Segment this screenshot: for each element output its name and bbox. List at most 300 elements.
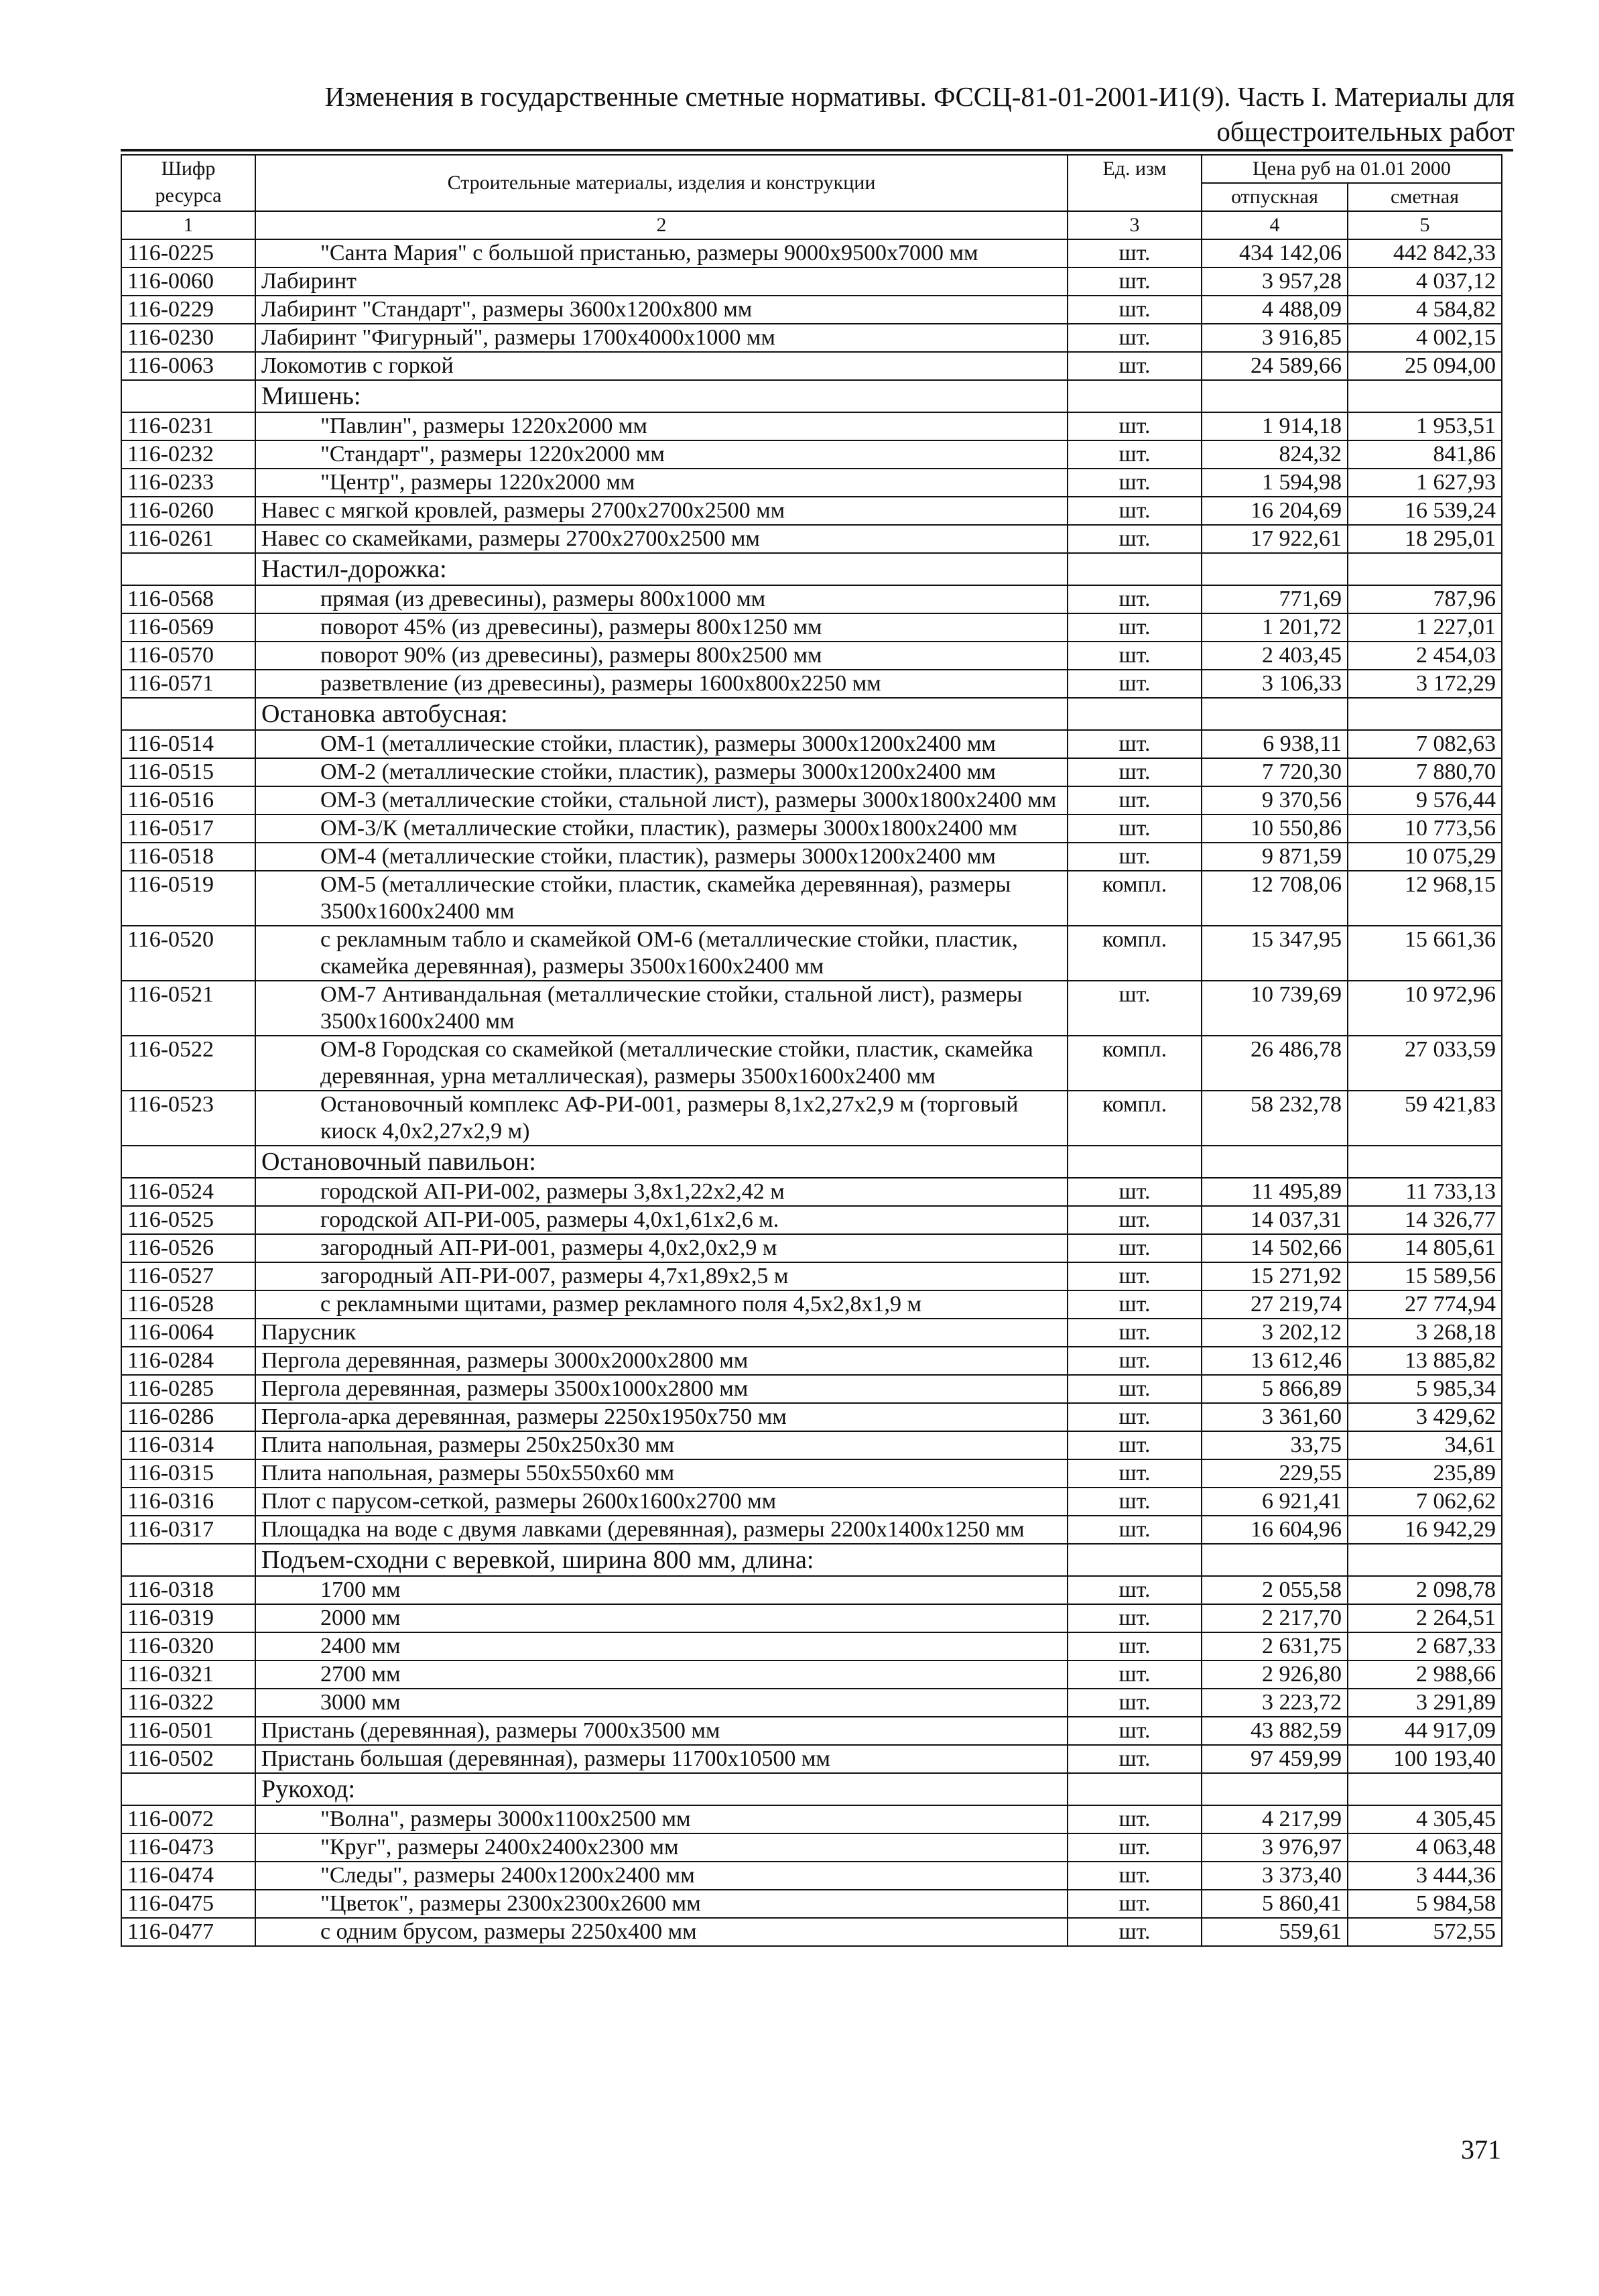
material-name: ОМ-1 (металлические стойки, пластик), размеры 3000х1200х2400 мм: [255, 730, 1068, 758]
estimate-price: 27 774,94: [1348, 1290, 1502, 1319]
resource-code: 116-0060: [121, 267, 255, 296]
material-name: ОМ-3 (металлические стойки, стальной лист), размеры 3000х1800х2400 мм: [255, 786, 1068, 814]
table-row: [121, 1890, 1502, 1918]
col-header-unit: Ед. изм: [1068, 155, 1202, 211]
material-name: Навес с мягкой кровлей, размеры 2700х2700х2500 мм: [255, 497, 1068, 525]
section-code-cell: [121, 380, 255, 412]
unit: шт.: [1068, 1689, 1202, 1717]
table-row: [121, 239, 1502, 267]
unit: шт.: [1068, 1660, 1202, 1689]
release-price: 16 604,96: [1202, 1516, 1348, 1544]
section-title: Подъем-сходни с веревкой, ширина 800 мм, длина:: [255, 1544, 1068, 1576]
resource-code: 116-0571: [121, 670, 255, 698]
table-body: [121, 239, 1502, 1946]
table-row: [121, 1375, 1502, 1403]
release-price: 9 871,59: [1202, 843, 1348, 871]
unit: шт.: [1068, 1862, 1202, 1890]
section-title: Мишень:: [255, 380, 1068, 412]
table-row: [121, 1459, 1502, 1488]
section-code-cell: [121, 553, 255, 585]
table-row: [121, 1632, 1502, 1660]
material-name: 1700 мм: [255, 1576, 1068, 1604]
estimate-price: 7 062,62: [1348, 1488, 1502, 1516]
resource-code: 116-0319: [121, 1604, 255, 1632]
release-price: 2 403,45: [1202, 642, 1348, 670]
material-name: Пергола деревянная, размеры 3000х2000х2800 мм: [255, 1347, 1068, 1375]
resource-code: 116-0515: [121, 758, 255, 786]
section-unit-cell: [1068, 1773, 1202, 1805]
table-row: [121, 730, 1502, 758]
page-number: 371: [1461, 2134, 1501, 2165]
material-name: Лабиринт "Фигурный", размеры 1700х4000х1000 мм: [255, 324, 1068, 352]
table-row: [121, 324, 1502, 352]
unit: шт.: [1068, 1290, 1202, 1319]
section-code-cell: [121, 698, 255, 730]
material-name: "Волна", размеры 3000х1100х2500 мм: [255, 1805, 1068, 1833]
column-number: 4: [1202, 211, 1348, 239]
resource-code: 116-0286: [121, 1403, 255, 1431]
unit: шт.: [1068, 469, 1202, 497]
table-row: [121, 1862, 1502, 1890]
unit: шт.: [1068, 1604, 1202, 1632]
estimate-price: 10 075,29: [1348, 843, 1502, 871]
section-row: [121, 380, 1502, 412]
resource-code: 116-0568: [121, 585, 255, 613]
release-price: 17 922,61: [1202, 525, 1348, 553]
material-name: Остановочный комплекс АФ-РИ-001, размеры 8,1х2,27х2,9 м (торговый киоск 4,0х2,27х2,9 м): [255, 1091, 1068, 1146]
release-price: 27 219,74: [1202, 1290, 1348, 1319]
estimate-price: 59 421,83: [1348, 1091, 1502, 1146]
estimate-price: 12 968,15: [1348, 871, 1502, 926]
resource-code: 116-0473: [121, 1833, 255, 1862]
price-table: [121, 154, 1502, 1947]
unit: шт.: [1068, 296, 1202, 324]
estimate-price: 7 082,63: [1348, 730, 1502, 758]
material-name: городской АП-РИ-005, размеры 4,0х1,61х2,6 м.: [255, 1206, 1068, 1234]
unit: шт.: [1068, 642, 1202, 670]
material-name: "Цветок", размеры 2300х2300х2600 мм: [255, 1890, 1068, 1918]
release-price: 33,75: [1202, 1431, 1348, 1459]
estimate-price: 44 917,09: [1348, 1717, 1502, 1745]
material-name: Плита напольная, размеры 250х250х30 мм: [255, 1431, 1068, 1459]
column-number: 1: [121, 211, 255, 239]
estimate-price: 3 172,29: [1348, 670, 1502, 698]
estimate-price: 15 589,56: [1348, 1262, 1502, 1290]
material-name: "Санта Мария" с большой пристанью, размеры 9000х9500х7000 мм: [255, 239, 1068, 267]
unit: шт.: [1068, 267, 1202, 296]
unit: шт.: [1068, 1805, 1202, 1833]
resource-code: 116-0321: [121, 1660, 255, 1689]
estimate-price: 1 227,01: [1348, 613, 1502, 642]
material-name: Площадка на воде с двумя лавками (деревянная), размеры 2200х1400х1250 мм: [255, 1516, 1068, 1544]
release-price: 3 976,97: [1202, 1833, 1348, 1862]
resource-code: 116-0315: [121, 1459, 255, 1488]
section-code-cell: [121, 1146, 255, 1178]
resource-code: 116-0475: [121, 1890, 255, 1918]
material-name: ОМ-5 (металлические стойки, пластик, скамейка деревянная), размеры 3500х1600х2400 мм: [255, 871, 1068, 926]
resource-code: 116-0229: [121, 296, 255, 324]
header-title: Изменения в государственные сметные нормативы. ФССЦ-81-01-2001-И1(9). Часть I. Материалы для: [324, 81, 1515, 112]
resource-code: 116-0063: [121, 352, 255, 380]
unit: шт.: [1068, 1206, 1202, 1234]
table-row: [121, 267, 1502, 296]
release-price: 1 594,98: [1202, 469, 1348, 497]
section-estimate-cell: [1348, 1544, 1502, 1576]
release-price: 15 271,92: [1202, 1262, 1348, 1290]
material-name: "Павлин", размеры 1220х2000 мм: [255, 412, 1068, 440]
estimate-price: 9 576,44: [1348, 786, 1502, 814]
resource-code: 116-0521: [121, 981, 255, 1036]
material-name: с рекламными щитами, размер рекламного поля 4,5х2,8х1,9 м: [255, 1290, 1068, 1319]
unit: шт.: [1068, 758, 1202, 786]
material-name: с одним брусом, размеры 2250х400 мм: [255, 1918, 1068, 1946]
material-name: ОМ-8 Городская со скамейкой (металлические стойки, пластик, скамейка деревянная, урна металлическая), размеры 3500х1600х2400 мм: [255, 1036, 1068, 1091]
resource-code: 116-0225: [121, 239, 255, 267]
release-price: 3 373,40: [1202, 1862, 1348, 1890]
column-number-row: [121, 211, 1502, 239]
section-title: Настил-дорожка:: [255, 553, 1068, 585]
estimate-price: 34,61: [1348, 1431, 1502, 1459]
estimate-price: 16 942,29: [1348, 1516, 1502, 1544]
table-row: [121, 758, 1502, 786]
resource-code: 116-0320: [121, 1632, 255, 1660]
release-price: 229,55: [1202, 1459, 1348, 1488]
unit: шт.: [1068, 1234, 1202, 1262]
section-estimate-cell: [1348, 698, 1502, 730]
unit: шт.: [1068, 352, 1202, 380]
table-row: [121, 1516, 1502, 1544]
section-estimate-cell: [1348, 380, 1502, 412]
release-price: 10 739,69: [1202, 981, 1348, 1036]
material-name: Парусник: [255, 1319, 1068, 1347]
table-row: [121, 1805, 1502, 1833]
unit: шт.: [1068, 412, 1202, 440]
col-header-release: отпускная: [1202, 183, 1348, 211]
resource-code: 116-0072: [121, 1805, 255, 1833]
release-price: 2 631,75: [1202, 1632, 1348, 1660]
unit: шт.: [1068, 1632, 1202, 1660]
estimate-price: 4 037,12: [1348, 267, 1502, 296]
resource-code: 116-0260: [121, 497, 255, 525]
document-header: [121, 79, 1515, 149]
table-row: [121, 670, 1502, 698]
release-price: 43 882,59: [1202, 1717, 1348, 1745]
table-row: [121, 1262, 1502, 1290]
release-price: 6 921,41: [1202, 1488, 1348, 1516]
release-price: 4 217,99: [1202, 1805, 1348, 1833]
estimate-price: 1 627,93: [1348, 469, 1502, 497]
material-name: Пристань (деревянная), размеры 7000х3500 мм: [255, 1717, 1068, 1745]
col-header-price: Цена руб на 01.01 2000: [1202, 155, 1502, 183]
release-price: 1 201,72: [1202, 613, 1348, 642]
table-row: [121, 871, 1502, 926]
table-row: [121, 1403, 1502, 1431]
table-row: [121, 1604, 1502, 1632]
section-row: [121, 1544, 1502, 1576]
release-price: 12 708,06: [1202, 871, 1348, 926]
section-code-cell: [121, 1773, 255, 1805]
estimate-price: 2 454,03: [1348, 642, 1502, 670]
material-name: с рекламным табло и скамейкой ОМ-6 (металлические стойки, пластик, скамейка деревянная), размеры 3500х1600х2400 мм: [255, 926, 1068, 981]
estimate-price: 4 063,48: [1348, 1833, 1502, 1862]
resource-code: 116-0477: [121, 1918, 255, 1946]
table-row: [121, 642, 1502, 670]
release-price: 2 217,70: [1202, 1604, 1348, 1632]
unit: шт.: [1068, 585, 1202, 613]
section-estimate-cell: [1348, 1773, 1502, 1805]
table-row: [121, 1488, 1502, 1516]
resource-code: 116-0518: [121, 843, 255, 871]
material-name: "Следы", размеры 2400х1200х2400 мм: [255, 1862, 1068, 1890]
release-price: 2 926,80: [1202, 1660, 1348, 1689]
resource-code: 116-0233: [121, 469, 255, 497]
resource-code: 116-0285: [121, 1375, 255, 1403]
estimate-price: 3 291,89: [1348, 1689, 1502, 1717]
unit: шт.: [1068, 1403, 1202, 1431]
resource-code: 116-0528: [121, 1290, 255, 1319]
resource-code: 116-0064: [121, 1319, 255, 1347]
table-row: [121, 440, 1502, 469]
material-name: Лабиринт "Стандарт", размеры 3600х1200х800 мм: [255, 296, 1068, 324]
section-release-cell: [1202, 1146, 1348, 1178]
resource-code: 116-0318: [121, 1576, 255, 1604]
col-header-estimate: сметная: [1348, 183, 1502, 211]
table-row: [121, 814, 1502, 843]
table-row: [121, 786, 1502, 814]
resource-code: 116-0519: [121, 871, 255, 926]
estimate-price: 2 687,33: [1348, 1632, 1502, 1660]
table-row: [121, 585, 1502, 613]
estimate-price: 841,86: [1348, 440, 1502, 469]
material-name: ОМ-2 (металлические стойки, пластик), размеры 3000х1200х2400 мм: [255, 758, 1068, 786]
table-row: [121, 613, 1502, 642]
release-price: 11 495,89: [1202, 1178, 1348, 1206]
estimate-price: 27 033,59: [1348, 1036, 1502, 1091]
estimate-price: 442 842,33: [1348, 239, 1502, 267]
resource-code: 116-0314: [121, 1431, 255, 1459]
release-price: 14 037,31: [1202, 1206, 1348, 1234]
material-name: "Круг", размеры 2400х2400х2300 мм: [255, 1833, 1068, 1862]
unit: шт.: [1068, 497, 1202, 525]
section-row: [121, 553, 1502, 585]
resource-code: 116-0231: [121, 412, 255, 440]
unit: шт.: [1068, 1717, 1202, 1745]
table-row: [121, 1918, 1502, 1946]
section-unit-cell: [1068, 698, 1202, 730]
unit: шт.: [1068, 1178, 1202, 1206]
release-price: 26 486,78: [1202, 1036, 1348, 1091]
resource-code: 116-0322: [121, 1689, 255, 1717]
table-row: [121, 1234, 1502, 1262]
material-name: "Центр", размеры 1220х2000 мм: [255, 469, 1068, 497]
header-subtitle: общестроительных работ: [1216, 116, 1515, 147]
material-name: Пергола деревянная, размеры 3500х1000х2800 мм: [255, 1375, 1068, 1403]
table-row: [121, 1689, 1502, 1717]
material-name: Навес со скамейками, размеры 2700х2700х2500 мм: [255, 525, 1068, 553]
material-name: 2000 мм: [255, 1604, 1068, 1632]
release-price: 5 860,41: [1202, 1890, 1348, 1918]
unit: шт.: [1068, 324, 1202, 352]
unit: шт.: [1068, 1488, 1202, 1516]
table-row: [121, 469, 1502, 497]
estimate-price: 4 002,15: [1348, 324, 1502, 352]
material-name: поворот 90% (из древесины), размеры 800х2500 мм: [255, 642, 1068, 670]
unit: шт.: [1068, 525, 1202, 553]
release-price: 97 459,99: [1202, 1745, 1348, 1773]
release-price: 15 347,95: [1202, 926, 1348, 981]
section-unit-cell: [1068, 380, 1202, 412]
col-header-name: Строительные материалы, изделия и конструкции: [255, 155, 1068, 211]
col-header-code: Шифр ресурса: [121, 155, 255, 211]
unit: шт.: [1068, 1375, 1202, 1403]
resource-code: 116-0569: [121, 613, 255, 642]
section-row: [121, 698, 1502, 730]
unit: шт.: [1068, 730, 1202, 758]
material-name: 3000 мм: [255, 1689, 1068, 1717]
column-number: 2: [255, 211, 1068, 239]
table-row: [121, 525, 1502, 553]
estimate-price: 2 098,78: [1348, 1576, 1502, 1604]
table-row: [121, 981, 1502, 1036]
unit: шт.: [1068, 981, 1202, 1036]
material-name: Пристань большая (деревянная), размеры 11700х10500 мм: [255, 1745, 1068, 1773]
estimate-price: 10 773,56: [1348, 814, 1502, 843]
unit: компл.: [1068, 1036, 1202, 1091]
resource-code: 116-0522: [121, 1036, 255, 1091]
estimate-price: 16 539,24: [1348, 497, 1502, 525]
material-name: загородный АП-РИ-007, размеры 4,7х1,89х2,5 м: [255, 1262, 1068, 1290]
release-price: 4 488,09: [1202, 296, 1348, 324]
release-price: 16 204,69: [1202, 497, 1348, 525]
unit: шт.: [1068, 843, 1202, 871]
section-title: Рукоход:: [255, 1773, 1068, 1805]
table-row: [121, 1660, 1502, 1689]
header-rule: [121, 149, 1513, 152]
material-name: 2700 мм: [255, 1660, 1068, 1689]
table-row: [121, 1347, 1502, 1375]
section-title: Остановочный павильон:: [255, 1146, 1068, 1178]
estimate-price: 7 880,70: [1348, 758, 1502, 786]
release-price: 13 612,46: [1202, 1347, 1348, 1375]
release-price: 2 055,58: [1202, 1576, 1348, 1604]
table-row: [121, 1431, 1502, 1459]
unit: шт.: [1068, 1890, 1202, 1918]
unit: шт.: [1068, 1262, 1202, 1290]
unit: шт.: [1068, 786, 1202, 814]
table-row: [121, 497, 1502, 525]
table-row: [121, 412, 1502, 440]
resource-code: 116-0516: [121, 786, 255, 814]
resource-code: 116-0520: [121, 926, 255, 981]
resource-code: 116-0570: [121, 642, 255, 670]
column-number: 5: [1348, 211, 1502, 239]
section-release-cell: [1202, 380, 1348, 412]
estimate-price: 3 444,36: [1348, 1862, 1502, 1890]
material-name: прямая (из древесины), размеры 800х1000 мм: [255, 585, 1068, 613]
section-estimate-cell: [1348, 1146, 1502, 1178]
table-row: [121, 352, 1502, 380]
section-code-cell: [121, 1544, 255, 1576]
section-unit-cell: [1068, 1544, 1202, 1576]
release-price: 9 370,56: [1202, 786, 1348, 814]
resource-code: 116-0261: [121, 525, 255, 553]
table-row: [121, 1833, 1502, 1862]
estimate-price: 15 661,36: [1348, 926, 1502, 981]
resource-code: 116-0284: [121, 1347, 255, 1375]
estimate-price: 5 984,58: [1348, 1890, 1502, 1918]
release-price: 24 589,66: [1202, 352, 1348, 380]
table-row: [121, 926, 1502, 981]
estimate-price: 2 988,66: [1348, 1660, 1502, 1689]
release-price: 3 223,72: [1202, 1689, 1348, 1717]
material-name: ОМ-7 Антивандальная (металлические стойки, стальной лист), размеры 3500х1600х2400 мм: [255, 981, 1068, 1036]
section-unit-cell: [1068, 553, 1202, 585]
table-row: [121, 1290, 1502, 1319]
estimate-price: 14 805,61: [1348, 1234, 1502, 1262]
estimate-price: 3 429,62: [1348, 1403, 1502, 1431]
estimate-price: 11 733,13: [1348, 1178, 1502, 1206]
estimate-price: 14 326,77: [1348, 1206, 1502, 1234]
estimate-price: 235,89: [1348, 1459, 1502, 1488]
table-row: [121, 1206, 1502, 1234]
estimate-price: 787,96: [1348, 585, 1502, 613]
table-row: [121, 1178, 1502, 1206]
unit: компл.: [1068, 871, 1202, 926]
estimate-price: 1 953,51: [1348, 412, 1502, 440]
unit: шт.: [1068, 1833, 1202, 1862]
column-number: 3: [1068, 211, 1202, 239]
release-price: 3 916,85: [1202, 324, 1348, 352]
release-price: 559,61: [1202, 1918, 1348, 1946]
resource-code: 116-0525: [121, 1206, 255, 1234]
estimate-price: 4 305,45: [1348, 1805, 1502, 1833]
material-name: 2400 мм: [255, 1632, 1068, 1660]
section-row: [121, 1146, 1502, 1178]
unit: шт.: [1068, 1347, 1202, 1375]
unit: шт.: [1068, 1576, 1202, 1604]
estimate-price: 100 193,40: [1348, 1745, 1502, 1773]
table-row: [121, 1745, 1502, 1773]
material-name: разветвление (из древесины), размеры 1600х800х2250 мм: [255, 670, 1068, 698]
release-price: 434 142,06: [1202, 239, 1348, 267]
release-price: 6 938,11: [1202, 730, 1348, 758]
estimate-price: 572,55: [1348, 1918, 1502, 1946]
estimate-price: 2 264,51: [1348, 1604, 1502, 1632]
release-price: 5 866,89: [1202, 1375, 1348, 1403]
release-price: 58 232,78: [1202, 1091, 1348, 1146]
unit: шт.: [1068, 239, 1202, 267]
material-name: Пергола-арка деревянная, размеры 2250х1950х750 мм: [255, 1403, 1068, 1431]
release-price: 824,32: [1202, 440, 1348, 469]
material-name: Плита напольная, размеры 550х550х60 мм: [255, 1459, 1068, 1488]
table-row: [121, 1717, 1502, 1745]
resource-code: 116-0474: [121, 1862, 255, 1890]
unit: шт.: [1068, 670, 1202, 698]
estimate-price: 4 584,82: [1348, 296, 1502, 324]
resource-code: 116-0230: [121, 324, 255, 352]
release-price: 1 914,18: [1202, 412, 1348, 440]
material-name: поворот 45% (из древесины), размеры 800х1250 мм: [255, 613, 1068, 642]
release-price: 3 202,12: [1202, 1319, 1348, 1347]
unit: шт.: [1068, 1918, 1202, 1946]
unit: шт.: [1068, 613, 1202, 642]
unit: шт.: [1068, 1319, 1202, 1347]
unit: шт.: [1068, 1516, 1202, 1544]
release-price: 3 106,33: [1202, 670, 1348, 698]
release-price: 771,69: [1202, 585, 1348, 613]
table-row: [121, 1319, 1502, 1347]
section-release-cell: [1202, 1773, 1348, 1805]
